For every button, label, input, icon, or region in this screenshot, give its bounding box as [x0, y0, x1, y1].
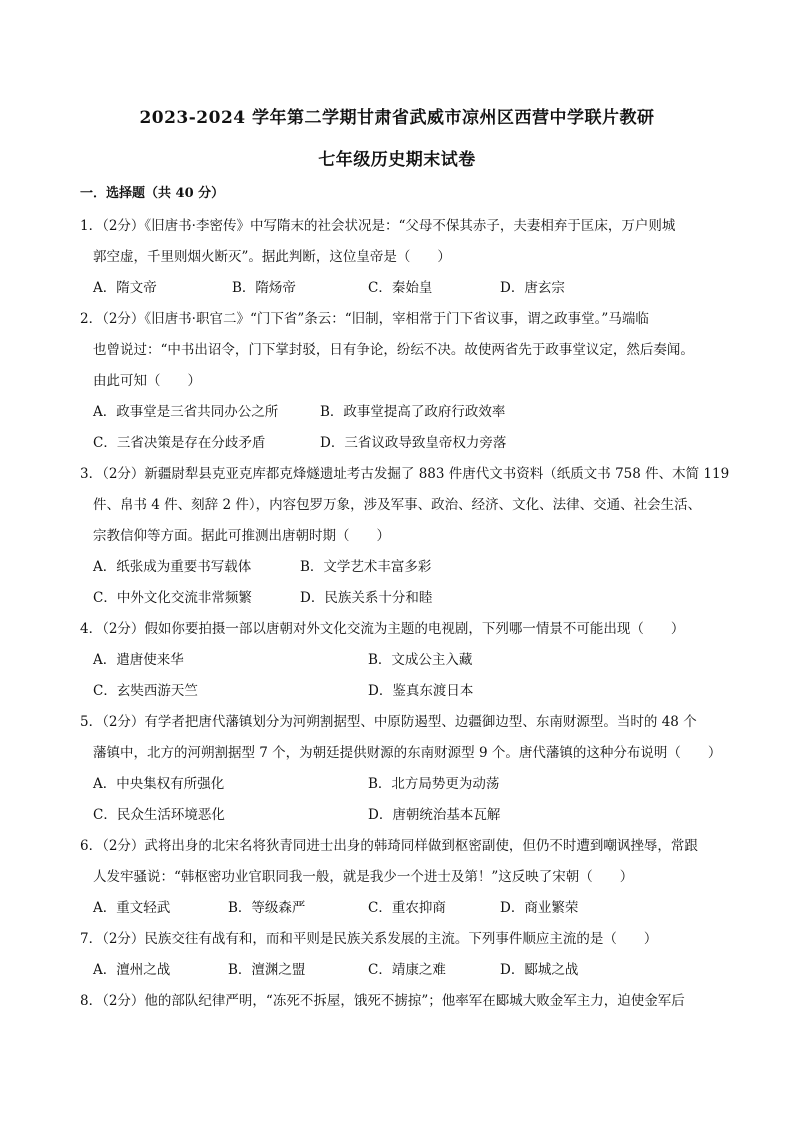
- option-c[interactable]: C．民众生活环境恶化: [93, 807, 225, 823]
- question-3-stem: [80, 459, 730, 552]
- option-c[interactable]: C．秦始皇: [368, 280, 433, 296]
- option-a[interactable]: A．纸张成为重要书写载体: [93, 559, 252, 575]
- option-b[interactable]: B．等级森严: [228, 900, 306, 916]
- question-1-stem: [80, 211, 720, 273]
- question-6-stem: [80, 831, 720, 893]
- option-b[interactable]: B．北方局势更为动荡: [368, 776, 500, 792]
- question-line: 宗教信仰等方面。据此可推测出唐朝时期（ ）: [93, 528, 390, 544]
- option-d[interactable]: D．鉴真东渡日本: [368, 683, 474, 699]
- question-line: 藩镇中，北方的河朔割据型 7 个，为朝廷提供财源的东南财源型 9 个。唐代藩镇的这种分布说明（ ）: [93, 745, 722, 761]
- option-b[interactable]: B．澶渊之盟: [228, 962, 306, 978]
- question-line: 5．（2分）有学者把唐代藩镇划分为河朔割据型、中原防遏型、边疆御边型、东南财源型。当时的 48 个: [80, 714, 697, 730]
- option-c[interactable]: C．玄奘西游天竺: [93, 683, 198, 699]
- question-2-stem: [80, 304, 720, 397]
- option-c[interactable]: C．中外文化交流非常频繁: [93, 590, 252, 606]
- option-d[interactable]: D．唐朝统治基本瓦解: [368, 807, 501, 823]
- question-line: 件、帛书 4 件、刻辞 2 件），内容包罗万象，涉及军事、政治、经济、文化、法律、交通、社会生活、: [93, 497, 702, 513]
- option-c[interactable]: C．靖康之难: [368, 962, 446, 978]
- option-a[interactable]: A．中央集权有所强化: [93, 776, 225, 792]
- question-line: 4．（2分）假如你要拍摄一部以唐朝对外文化交流为主题的电视剧，下列哪一情景不可能出现（ ）: [80, 621, 685, 637]
- option-b[interactable]: B．隋炀帝: [232, 280, 296, 296]
- question-line: 也曾说过：“中书出诏令，门下掌封驳，日有争论，纷纭不决。故使两省先于政事堂议定，然后奏闻。: [93, 342, 694, 358]
- option-b[interactable]: B．文成公主入藏: [368, 652, 473, 668]
- question-line: 郭空虚，千里则烟火断灭”。据此判断，这位皇帝是（ ）: [93, 249, 451, 265]
- question-5-stem: [80, 707, 720, 769]
- question-line: 6．（2分）武将出身的北宋名将狄青同进士出身的韩琦同样做到枢密副使，但仍不时遭到嘲讽挫辱，常跟: [80, 838, 698, 854]
- option-d[interactable]: D．唐玄宗: [500, 280, 565, 296]
- option-c[interactable]: C．三省决策是存在分歧矛盾: [93, 435, 266, 451]
- question-line: 由此可知（ ）: [93, 373, 201, 389]
- section-heading: 一．选择题（共 40 分）: [80, 186, 225, 201]
- option-a[interactable]: A．重文轻武: [93, 900, 171, 916]
- option-a[interactable]: A．隋文帝: [93, 280, 157, 296]
- exam-title-line2: 七年级历史期末试卷: [318, 150, 476, 170]
- option-a[interactable]: A．政事堂是三省共同办公之所: [93, 404, 279, 420]
- option-a[interactable]: A．遣唐使来华: [93, 652, 184, 668]
- question-line: 2．（2分）《旧唐书·职官二》“门下省”条云：“旧制，宰相常于门下省议事，谓之政事堂。”马端临: [80, 311, 649, 327]
- option-c[interactable]: C．重农抑商: [368, 900, 446, 916]
- option-b[interactable]: B．文学艺术丰富多彩: [300, 559, 432, 575]
- question-line: 人发牢骚说：“韩枢密功业官职同我一般，就是我少一个进士及第！”这反映了宋朝（ ）: [93, 869, 634, 885]
- option-d[interactable]: D．三省议政导致皇帝权力旁落: [320, 435, 507, 451]
- option-d[interactable]: D．郾城之战: [500, 962, 579, 978]
- option-a[interactable]: A．澶州之战: [93, 962, 171, 978]
- question-line: 7．（2分）民族交往有战有和，而和平则是民族关系发展的主流。下列事件顺应主流的是（ ）: [80, 931, 658, 947]
- question-line: 3．（2分）新疆尉犁县克亚克库都克烽燧遗址考古发掘了 883 件唐代文书资料（纸质文书 758 件、木简 119: [80, 466, 730, 482]
- question-4-stem: [80, 614, 720, 645]
- question-7-stem: [80, 924, 720, 955]
- question-8-stem: [80, 986, 720, 1017]
- option-d[interactable]: D．商业繁荣: [500, 900, 579, 916]
- question-line: 1．（2分）《旧唐书·李密传》中写隋末的社会状况是：“父母不保其赤子，夫妻相弃于匡床，万户则城: [80, 218, 676, 234]
- option-b[interactable]: B．政事堂提高了政府行政效率: [320, 404, 506, 420]
- exam-title-line1: 2023-2024 学年第二学期甘肃省武威市凉州区西营中学联片教研: [139, 108, 655, 128]
- question-line: 8．（2分）他的部队纪律严明，“冻死不拆屋，饿死不掳掠”；他率军在郾城大败金军主力，迫使金军后: [80, 993, 685, 1009]
- option-d[interactable]: D．民族关系十分和睦: [300, 590, 433, 606]
